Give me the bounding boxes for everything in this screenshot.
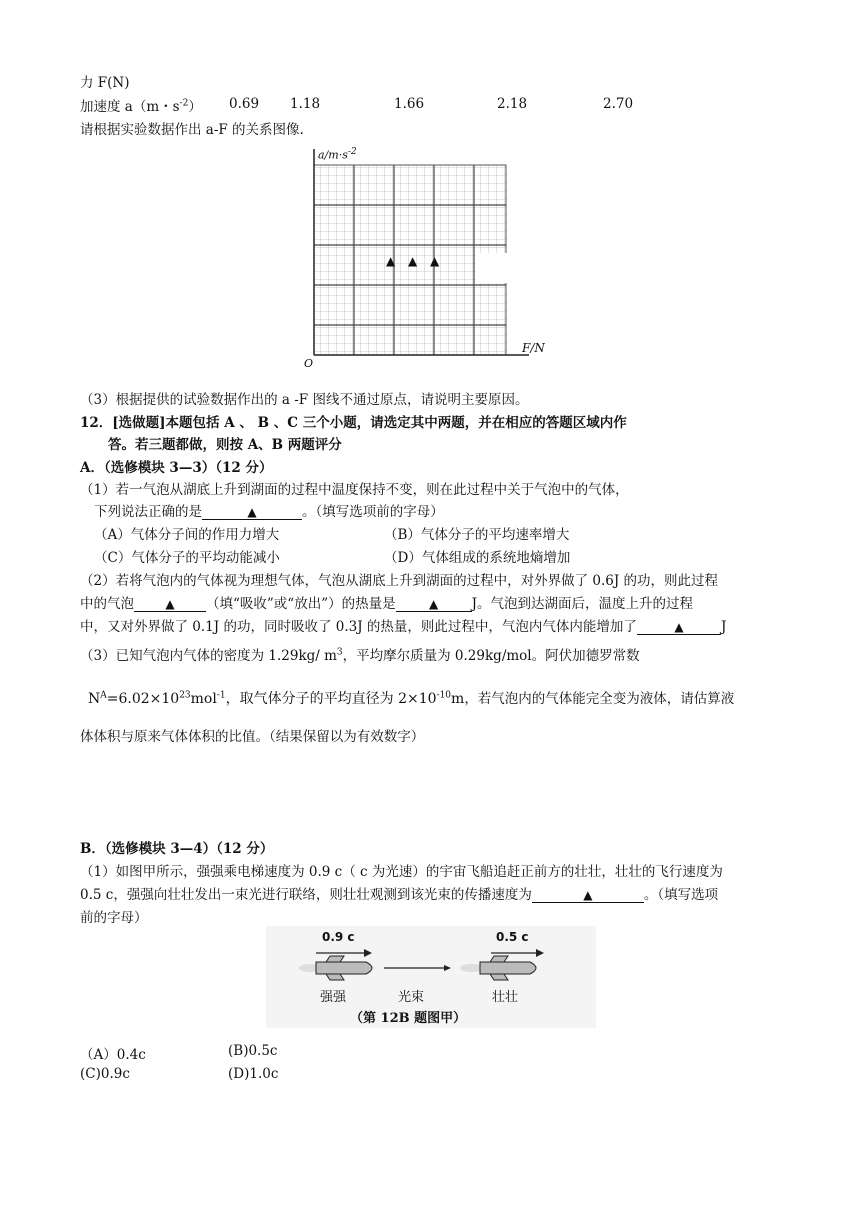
accel-label-exp: -2 [179,98,189,109]
answer-blank[interactable]: ▲ [202,505,302,520]
accel-row-label [80,95,202,115]
figure-caption: （第 12B 题图甲） [350,1011,467,1026]
accel-value: 2.18 [497,96,528,112]
b-q1-line-1: （1）如图甲所示，强强乘电梯速度为 0.9 c（ c 为光速）的宇宙飞船追赶正前方的壮壮，壮壮的飞行速度为 [80,864,723,880]
b-q1-line-3: 前的字母） [80,910,148,926]
graph-grid-svg [304,143,544,375]
b-q1-line-2: 0.5 c，强强向壮壮发出一束光进行联络，则壮壮观测到该光束的传播速度为 ▲ 。（填写选项 [80,887,719,903]
a-q2-line-2: 中的气泡 ▲ （填“吸收”或“放出”）的热量是 ▲ J。气泡到达湖面后，温度上升的过程 [80,596,694,612]
a-option-b: （B）气体分子的平均速率增大 [384,527,570,543]
b-option-b: (B)0.5c [228,1043,278,1059]
triangle-mark: ▲ [430,254,440,268]
b-option-a: （A）0.4c [80,1047,146,1063]
answer-blank[interactable]: ▲ [396,597,472,612]
a-option-a: （A）气体分子间的作用力增大 [94,527,280,543]
force-row-label: 力 F(N) [80,75,130,91]
a-q1-line-1: （1）若一气泡从湖底上升到湖面的过程中温度保持不变，则在此过程中关于气泡中的气体， [80,482,629,498]
a-q2-line-1: （2）若将气泡内的气体视为理想气体，气泡从湖底上升到湖面的过程中，对外界做了 0.6J 的功，则此过程 [80,573,719,589]
a-q3-line-2: $N^A=6.02\times 10^{23}mol^{-1}$，取气体分子的平均直径为 $2\times 10^{-10}m$，若气泡内的气体能完全变为液体，请估算液 [88,690,735,707]
a-option-c: （C）气体分子的平均动能减小 [94,550,280,566]
a-q2-line-3: 中，又对外界做了 0.1J 的功，同时吸收了 0.3J 的热量，则此过程中，气泡内气体内能增加了 ▲ J [80,619,727,635]
accel-value: 1.66 [394,96,425,112]
spaceship-figure [266,926,596,1028]
accel-value: 1.18 [290,96,321,112]
accel-label-text: 加速度 a（m・s [80,99,180,115]
accel-value: 2.70 [603,96,634,112]
graph-instruction: 请根据实验数据作出 a-F 的关系图像. [80,122,304,138]
a-q3-line-1: （3）已知气泡内气体的密度为 1.29kg/ $m^3$，平均摩尔质量为 0.29kg/mol。阿伏加德罗常数 [80,647,640,664]
triangle-mark: ▲ [386,254,396,268]
a-option-d: （D）气体组成的系统地熵增加 [384,550,571,566]
speed-label-1: 0.9 c [322,930,355,944]
b-option-c: (C)0.9c [80,1066,130,1082]
b-option-d: (D)1.0c [228,1066,279,1082]
section-b-title: B．（选修模块 3—4）（12 分） [80,841,274,857]
a-q3-line-3: 体体积与原来气体体积的比值。（结果保留以为有效数字） [80,729,425,745]
section-a-title: A．（选修模块 3—3）（12 分） [80,460,273,476]
a-q1-line-2: 下列说法正确的是 ▲ 。（填写选项前的字母） [94,504,444,520]
label-zhuangzhuang: 壮壮 [492,990,519,1005]
speed-label-2: 0.5 c [496,930,529,944]
origin-label: O [304,357,314,370]
q12-line-1: 12．[选做题]本题包括 A 、 B 、C 三个小题，请选定其中两题，并在相应的答题区域内作 [80,415,627,431]
answer-blank[interactable]: ▲ [134,597,206,612]
accel-label-close: ） [188,99,202,115]
answer-blank[interactable]: ▲ [532,888,644,903]
graph-smudge [476,253,516,283]
label-qiangqiang: 强强 [320,990,347,1005]
y-axis-label: $a/m\cdot s^{-2}$ [318,147,357,162]
q12-line-2: 答。若三题都做，则按 A、B 两题评分 [108,437,342,453]
x-axis-label: F/N [522,341,545,355]
triangle-mark: ▲ [408,254,418,268]
label-light-beam: 光束 [398,990,425,1005]
question-3: （3）根据提供的试验数据作出的 a -F 图线不通过原点，请说明主要原因。 [80,392,529,408]
graph-paper-figure [304,143,544,375]
accel-value: 0.69 [229,96,260,112]
answer-blank[interactable]: ▲ [637,620,721,635]
